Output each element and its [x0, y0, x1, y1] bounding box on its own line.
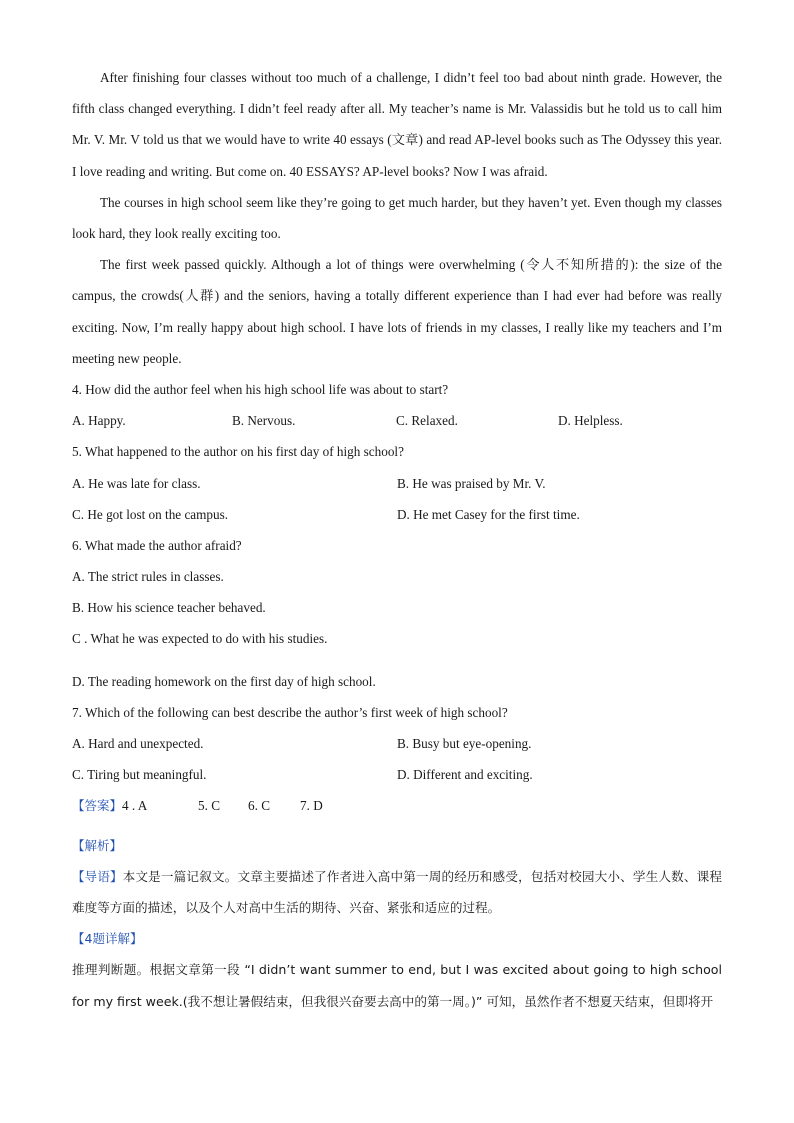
question-5-options-row2: [72, 499, 722, 530]
question-6-stem: 6. What made the author afraid?: [72, 538, 242, 554]
q4-option-c[interactable]: C. Relaxed.: [396, 413, 458, 429]
answer-item: 6. C: [248, 798, 270, 814]
analysis-heading: 【解析】: [72, 837, 123, 853]
passage-paragraph-1: After finishing four classes without too much of a challenge, I didn’t feel too bad about ninth grade. However, the fifth class changed everything. I didn’t feel ready after all. My teacher’s name is Mr. Valassidis but he told us to call him Mr. V. Mr. V told us that we would have to write 40 essays (文章) and read AP-level books such as The Odyssey this year. I love reading and writing. But come on. 40 ESSAYS? AP-level books? Now I was afraid.: [72, 70, 722, 179]
answer-item: 5. C: [198, 798, 220, 814]
q4-detail-heading: 【4题详解】: [72, 931, 143, 947]
question-7-options-row2: [72, 759, 722, 790]
q6-option-a[interactable]: A. The strict rules in classes.: [72, 569, 224, 585]
guide-tag: 【导语】: [72, 868, 123, 884]
passage-paragraph-2: The courses in high school seem like they’re going to get much harder, but they haven’t yet. Even though my classes look hard, they look really exciting too.: [72, 194, 722, 242]
q7-option-a[interactable]: A. Hard and unexpected.: [72, 736, 204, 752]
question-5-stem: 5. What happened to the author on his first day of high school?: [72, 444, 404, 460]
q5-option-c[interactable]: C. He got lost on the campus.: [72, 506, 229, 522]
q7-option-c[interactable]: C. Tiring but meaningful.: [72, 767, 207, 783]
q6-option-d[interactable]: D. The reading homework on the first day of high school.: [72, 673, 376, 689]
answer-item: 4 . A: [122, 798, 148, 814]
document-page: [72, 62, 722, 1017]
question-7-options-row1: [72, 728, 722, 759]
q4-option-b[interactable]: B. Nervous.: [232, 413, 296, 429]
question-4-stem: 4. How did the author feel when his high school life was about to start?: [72, 382, 449, 398]
passage-paragraph-3: The first week passed quickly. Although a lot of things were overwhelming (令人不知所措的): the size of the campus, the crowds(人群) and the seniors, having a totally different experience than I had ever had before was really exciting. Now, I’m really happy about high school. I have lots of friends in my classes, I really like my teachers and I’m meeting new people.: [72, 257, 722, 366]
q4-option-a[interactable]: A. Happy.: [72, 413, 126, 429]
guide-text: 本文是一篇记叙文。文章主要描述了作者进入高中第一周的经历和感受，包括对校园大小、学生人数、课程难度等方面的描述，以及个人对高中生活的期待、兴奋、紧张和适应的过程。: [72, 868, 722, 916]
q7-option-d[interactable]: D. Different and exciting.: [397, 767, 533, 783]
q5-option-d[interactable]: D. He met Casey for the first time.: [397, 506, 580, 522]
q4-detail-text: 推理判断题。根据文章第一段 “I didn’t want summer to end, but I was excited about going to high school for my first week.(我不想让暑假结束，但我很兴奋要去高中的第一周。)” 可知，虽然作者不想夏天结束，但即将开: [72, 962, 722, 1009]
guide-paragraph: [72, 861, 722, 923]
q4-option-d[interactable]: D. Helpless.: [558, 413, 623, 429]
answer-tag: 【答案】: [72, 798, 123, 814]
q6-option-c[interactable]: C . What he was expected to do with his studies.: [72, 630, 328, 646]
answer-row: [72, 790, 722, 821]
q7-option-b[interactable]: B. Busy but eye-opening.: [397, 736, 532, 752]
answer-item: 7. D: [300, 798, 323, 814]
q6-option-b[interactable]: B. How his science teacher behaved.: [72, 600, 266, 616]
q5-option-a[interactable]: A. He was late for class.: [72, 475, 201, 491]
question-7-stem: 7. Which of the following can best describe the author’s first week of high school?: [72, 704, 508, 720]
q5-option-b[interactable]: B. He was praised by Mr. V.: [397, 475, 546, 491]
question-5-options-row1: [72, 468, 722, 499]
question-4-options: [72, 405, 722, 436]
